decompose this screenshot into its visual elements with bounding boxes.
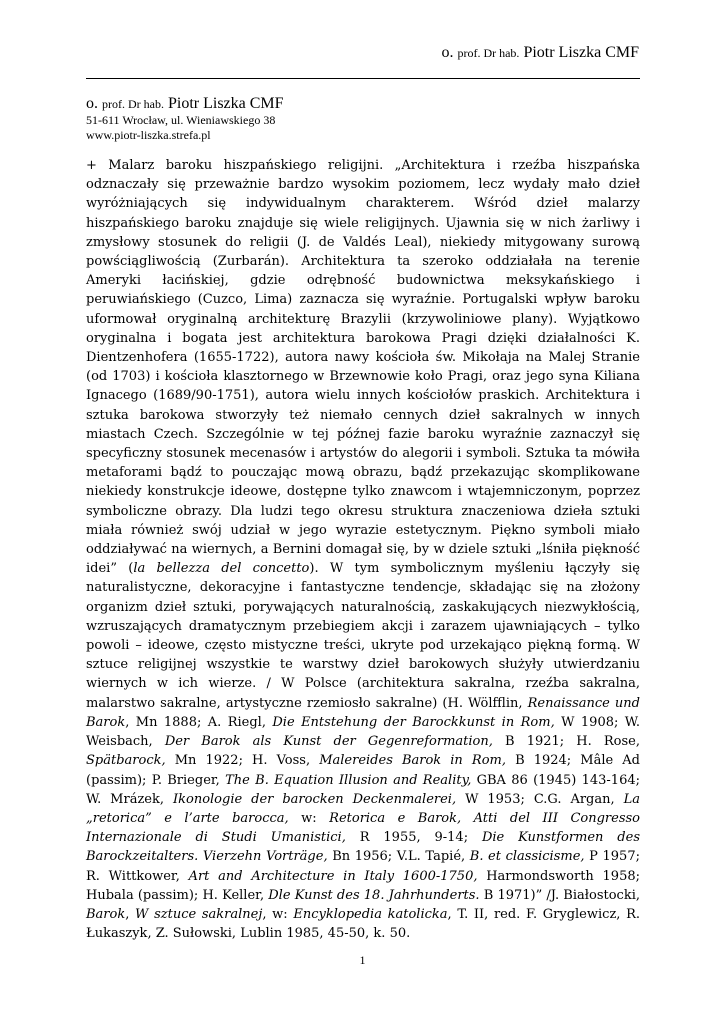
text-run: , Mn 1888; A. Riegl,: [125, 714, 273, 730]
text-run: , w:: [262, 906, 294, 922]
italic-text-run: Retorica e Barok, Atti del III Congresso Internazionale di Studi Umanistici,: [86, 810, 640, 846]
text-run: B 1921; H. Rose,: [492, 734, 640, 750]
text-run: P 1957; R. Wittkower,: [86, 849, 640, 884]
italic-text-run: Barok: [86, 906, 126, 922]
italic-text-run: Die Entstehung der Barockkunst in Rom,: [272, 714, 555, 730]
italic-text-run: W sztuce sakralnej: [135, 906, 263, 922]
street-address: 51-611 Wrocław, ul. Wieniawskiego 38: [86, 113, 276, 127]
address-block: [86, 95, 284, 142]
text-run: R 1955, 9-14;: [345, 830, 482, 846]
text-run: B 1924; Mâle Ad (passim); P. Brieger,: [86, 753, 641, 788]
website-address: www.piotr-liszka.strefa.pl: [86, 127, 211, 142]
running-header: [441, 44, 639, 62]
author-initial: o.: [86, 95, 98, 112]
text-run: , T. II, red. F. Gryglewicz, R. Łukaszyk, Z. Sułowski, Lublin 1985, 45-50, k. 50.: [86, 906, 641, 942]
header-initial: o.: [441, 44, 454, 61]
text-run: W 1908; W. Weisbach,: [86, 714, 640, 750]
body-paragraph: [86, 156, 640, 943]
text-run: Mn 1922; H. Voss,: [165, 753, 320, 769]
text-run: GBA 86 (1945) 143-164; W. Mrázek,: [86, 772, 640, 807]
author-line: [86, 95, 284, 113]
header-author-name: Piotr Liszka CMF: [523, 44, 639, 61]
italic-text-run: The B. Equation Illusion and Reality,: [225, 772, 472, 788]
header-rule: [86, 78, 640, 79]
author-title-prefix: prof. Dr hab.: [102, 97, 164, 111]
text-run: Bn 1956; V.L. Tapié,: [327, 849, 470, 865]
page-number: 1: [359, 953, 366, 967]
header-title-prefix: prof. Dr hab.: [457, 46, 520, 60]
text-run: + Malarz baroku hiszpańskiego religijni. „Architektura i rzeźba hiszpańska odznaczały się przeważnie bardzo wysokim poziomem, lecz wydały mało dzieł wyróżniających się indywidualnym charakterem. Wśród dzieł malarzy hiszpańskiego baroku znajduje się wiele religijnych. Ujawnia się w nich żarliwy i zmysłowy stosunek do religii (J. de Valdés Leal), niekiedy mitygowany surową powściągliwością (Zurbarán). Architektura ta szeroko oddziałała na terenie Ameryki łacińskiej, gdzie odrębność budownictwa meksykańskiego i peruwiańskiego (Cuzco, Lima) zaznacza się wyraźnie. Portugalski wpływ baroku uformował oryginalną architekturę Brazylii (krzywoliniowe plany). Wyjątkowo oryginalna i bogata jest architektura barokowa Pragi dzięki działalności K. Dientzenhofera (1655-1722), autora nawy kościoła św. Mikołaja na Malej Stranie (od 1703) i kościoła klasztornego w Brzewnowie koło Pragi, oraz jego syna Kiliana Ignacego (1689/90-1751), autora wielu innych kościołów praskich. Architektura i sztuka barokowa stworzyły też niemało cennych dzieł sakralnych w innych miastach Czech. Szczególnie w tej późnej fazie baroku wyraźnie zaznaczył się specyficzny stosunek mecenasów i artystów do alegorii i symboli. Sztuka ta mówiła metaforami bądź to pouczając mową obrazu, bądź przekazując skomplikowane niekiedy konstrukcje ideowe, dostępne tylko znawcom i wtajemniczonym, poprzez symboliczne obrazy. Dla ludzi tego okresu struktura znaczeniowa dzieła sztuki miała również swój udział w jego wyrazie estetycznym. Piękno symboli miało oddziaływać na wiernych, a Bernini domagał się, by w dziele sztuki „lśniła piękność idei” (: [86, 158, 640, 577]
text-run: ). W tym symbolicznym myśleniu łączyły się naturalistyczne, dekoracyjne i fantastyczne tendencje, składając się na złożony organizm dzieł sztuki, porywających naturalnością, zaskakujących niezwykłością, wzruszających dramatycznym przebiegiem akcji i zarazem ujawniających – tylko powoli – ideowe, często mistyczne treści, ukryte pod urzekająco piękną formą. W sztuce religijnej wszystkie te warstwy dzieł barokowych służyły utwierdzaniu wiernych w ich wierze. / W Polsce (architektura sakralna, rzeźba sakralna, malarstwo sakralne, artystyczne rzemiosło sakralne) (H. Wölfflin,: [86, 561, 640, 711]
italic-text-run: Art and Architecture in Italy 1600-1750,: [188, 868, 478, 884]
text-run: B 1971)” /J. Białostocki,: [479, 887, 640, 903]
text-run: ,: [125, 906, 136, 922]
italic-text-run: Die Kunstformen des Barockzeitalters. Vierzehn Vorträge,: [86, 830, 640, 865]
italic-text-run: Der Barok als Kunst der Gegenreformation,: [164, 734, 493, 750]
italic-text-run: Spätbarock,: [86, 753, 166, 769]
text-run: Harmondsworth 1958; Hubala (passim); H. Keller,: [86, 868, 640, 903]
italic-text-run: la bellezza del concetto: [133, 561, 310, 577]
italic-text-run: Dle Kunst des 18. Jahrhunderts.: [268, 887, 480, 903]
italic-text-run: B. et classicisme,: [469, 849, 585, 865]
italic-text-run: Malereides Barok in Rom,: [319, 753, 506, 769]
text-run: w:: [288, 810, 330, 826]
body-text: [86, 156, 640, 943]
italic-text-run: La „retorica” e l’arte barocca,: [86, 791, 640, 826]
italic-text-run: Encyklopedia katolicka: [293, 906, 448, 922]
author-name: Piotr Liszka CMF: [167, 95, 284, 112]
text-run: W 1953; C.G. Argan,: [456, 791, 624, 807]
italic-text-run: Ikonologie der barocken Deckenmalerei,: [172, 791, 457, 807]
italic-text-run: Renaissance und Barok: [86, 695, 640, 730]
